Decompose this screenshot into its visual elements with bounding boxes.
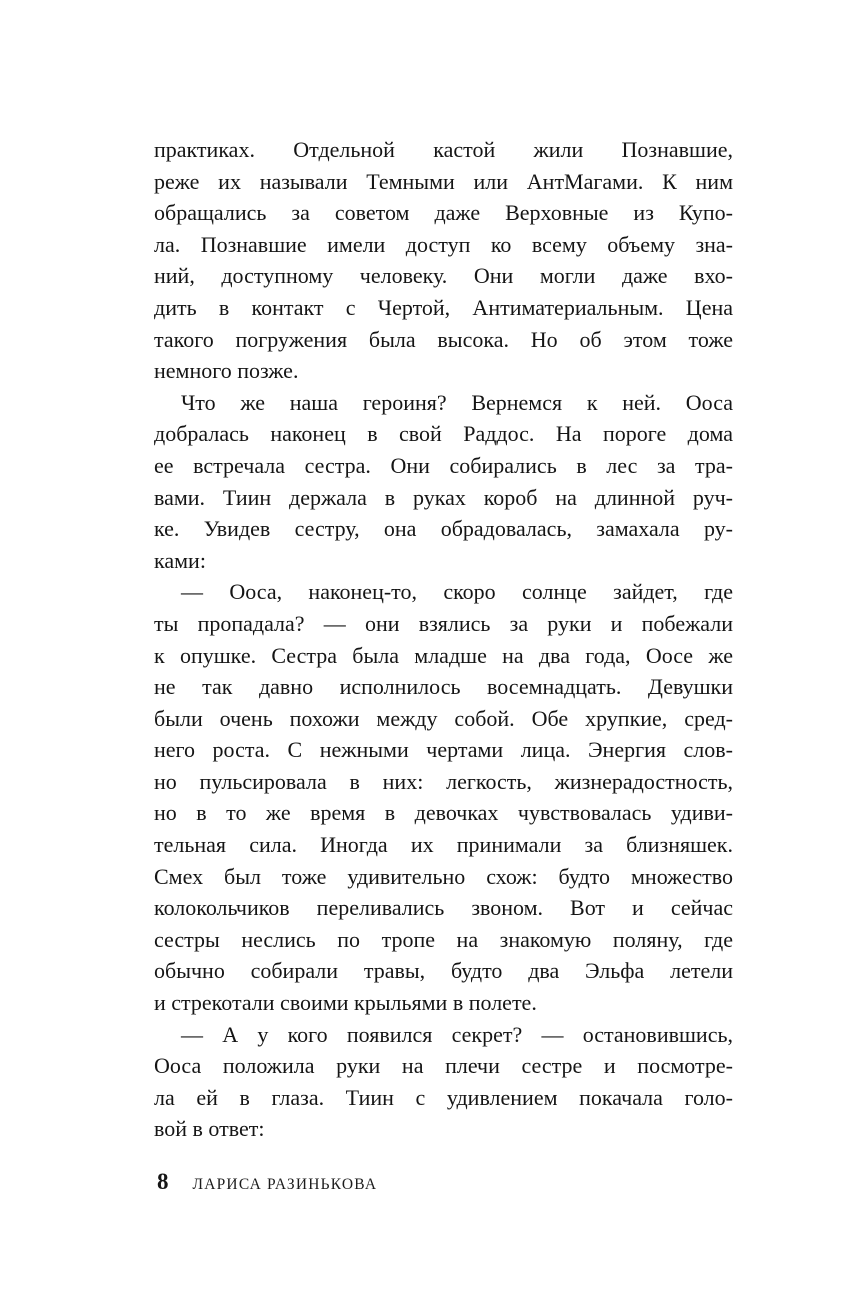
- text-line: него роста. С нежными чертами лица. Энергия слов-: [154, 737, 733, 763]
- text-line: — Ооса, наконец-то, скоро солнце зайдет, где: [181, 579, 733, 605]
- page-footer: [157, 1170, 736, 1193]
- text-line: тельная сила. Иногда их принимали за близняшек.: [154, 832, 733, 858]
- text-line: обычно собирали травы, будто два Эльфа летели: [154, 958, 733, 984]
- text-line: сестры неслись по тропе на знакомую поляну, где: [154, 926, 733, 952]
- text-line: ла. Познавшие имели доступ ко всему объему зна-: [154, 231, 733, 257]
- text-line: не так давно исполнилось восемнадцать. Девушки: [154, 674, 733, 700]
- text-line: такого погружения была высока. Но об этом тоже: [154, 326, 733, 352]
- running-title-author: ЛАРИСА РАЗИНЬКОВА: [192, 1176, 378, 1193]
- text-line: но в то же время в девочках чувствовалась удиви-: [154, 800, 733, 826]
- text-line: ее встречала сестра. Они собирались в лес за тра-: [154, 452, 733, 478]
- text-line: вой в ответ:: [154, 1116, 265, 1142]
- text-line: немного позже.: [154, 358, 299, 384]
- body-text: [154, 134, 733, 1145]
- page-number: 8: [157, 1169, 169, 1194]
- text-line: ла ей в глаза. Тиин с удивлением покачала голо-: [154, 1084, 733, 1110]
- text-line: ке. Увидев сестру, она обрадовалась, замахала ру-: [154, 516, 733, 542]
- text-line: добралась наконец в свой Раддос. На пороге дома: [154, 421, 733, 447]
- text-line: Что же наша героиня? Вернемся к ней. Ооса: [181, 389, 733, 415]
- text-line: и стрекотали своими крыльями в полете.: [154, 990, 537, 1016]
- text-line: вами. Тиин держала в руках короб на длинной руч-: [154, 484, 733, 510]
- text-line: ний, доступному человеку. Они могли даже вхо-: [154, 263, 733, 289]
- text-line: были очень похожи между собой. Обе хрупкие, сред-: [154, 705, 733, 731]
- text-line: к опушке. Сестра была младше на два года, Оосе же: [154, 642, 733, 668]
- text-line: ты пропадала? — они взялись за руки и побежали: [154, 610, 733, 636]
- text-line: Ооса положила руки на плечи сестре и посмотре-: [154, 1053, 733, 1079]
- text-line: практиках. Отдельной кастой жили Познавшие,: [154, 137, 733, 162]
- text-line: дить в контакт с Чертой, Антиматериальным. Цена: [154, 294, 733, 320]
- text-line: Смех был тоже удивительно схож: будто множество: [154, 863, 733, 889]
- text-line: реже их называли Темными или АнтМагами. К ним: [154, 168, 733, 194]
- text-line: обращались за советом даже Верховные из Купо-: [154, 200, 733, 226]
- text-line: — А у кого появился секрет? — остановившись,: [181, 1021, 733, 1047]
- text-line: но пульсировала в них: легкость, жизнерадостность,: [154, 768, 733, 794]
- text-line: ками:: [154, 547, 206, 573]
- text-line: колокольчиков переливались звоном. Вот и сейчас: [154, 895, 733, 921]
